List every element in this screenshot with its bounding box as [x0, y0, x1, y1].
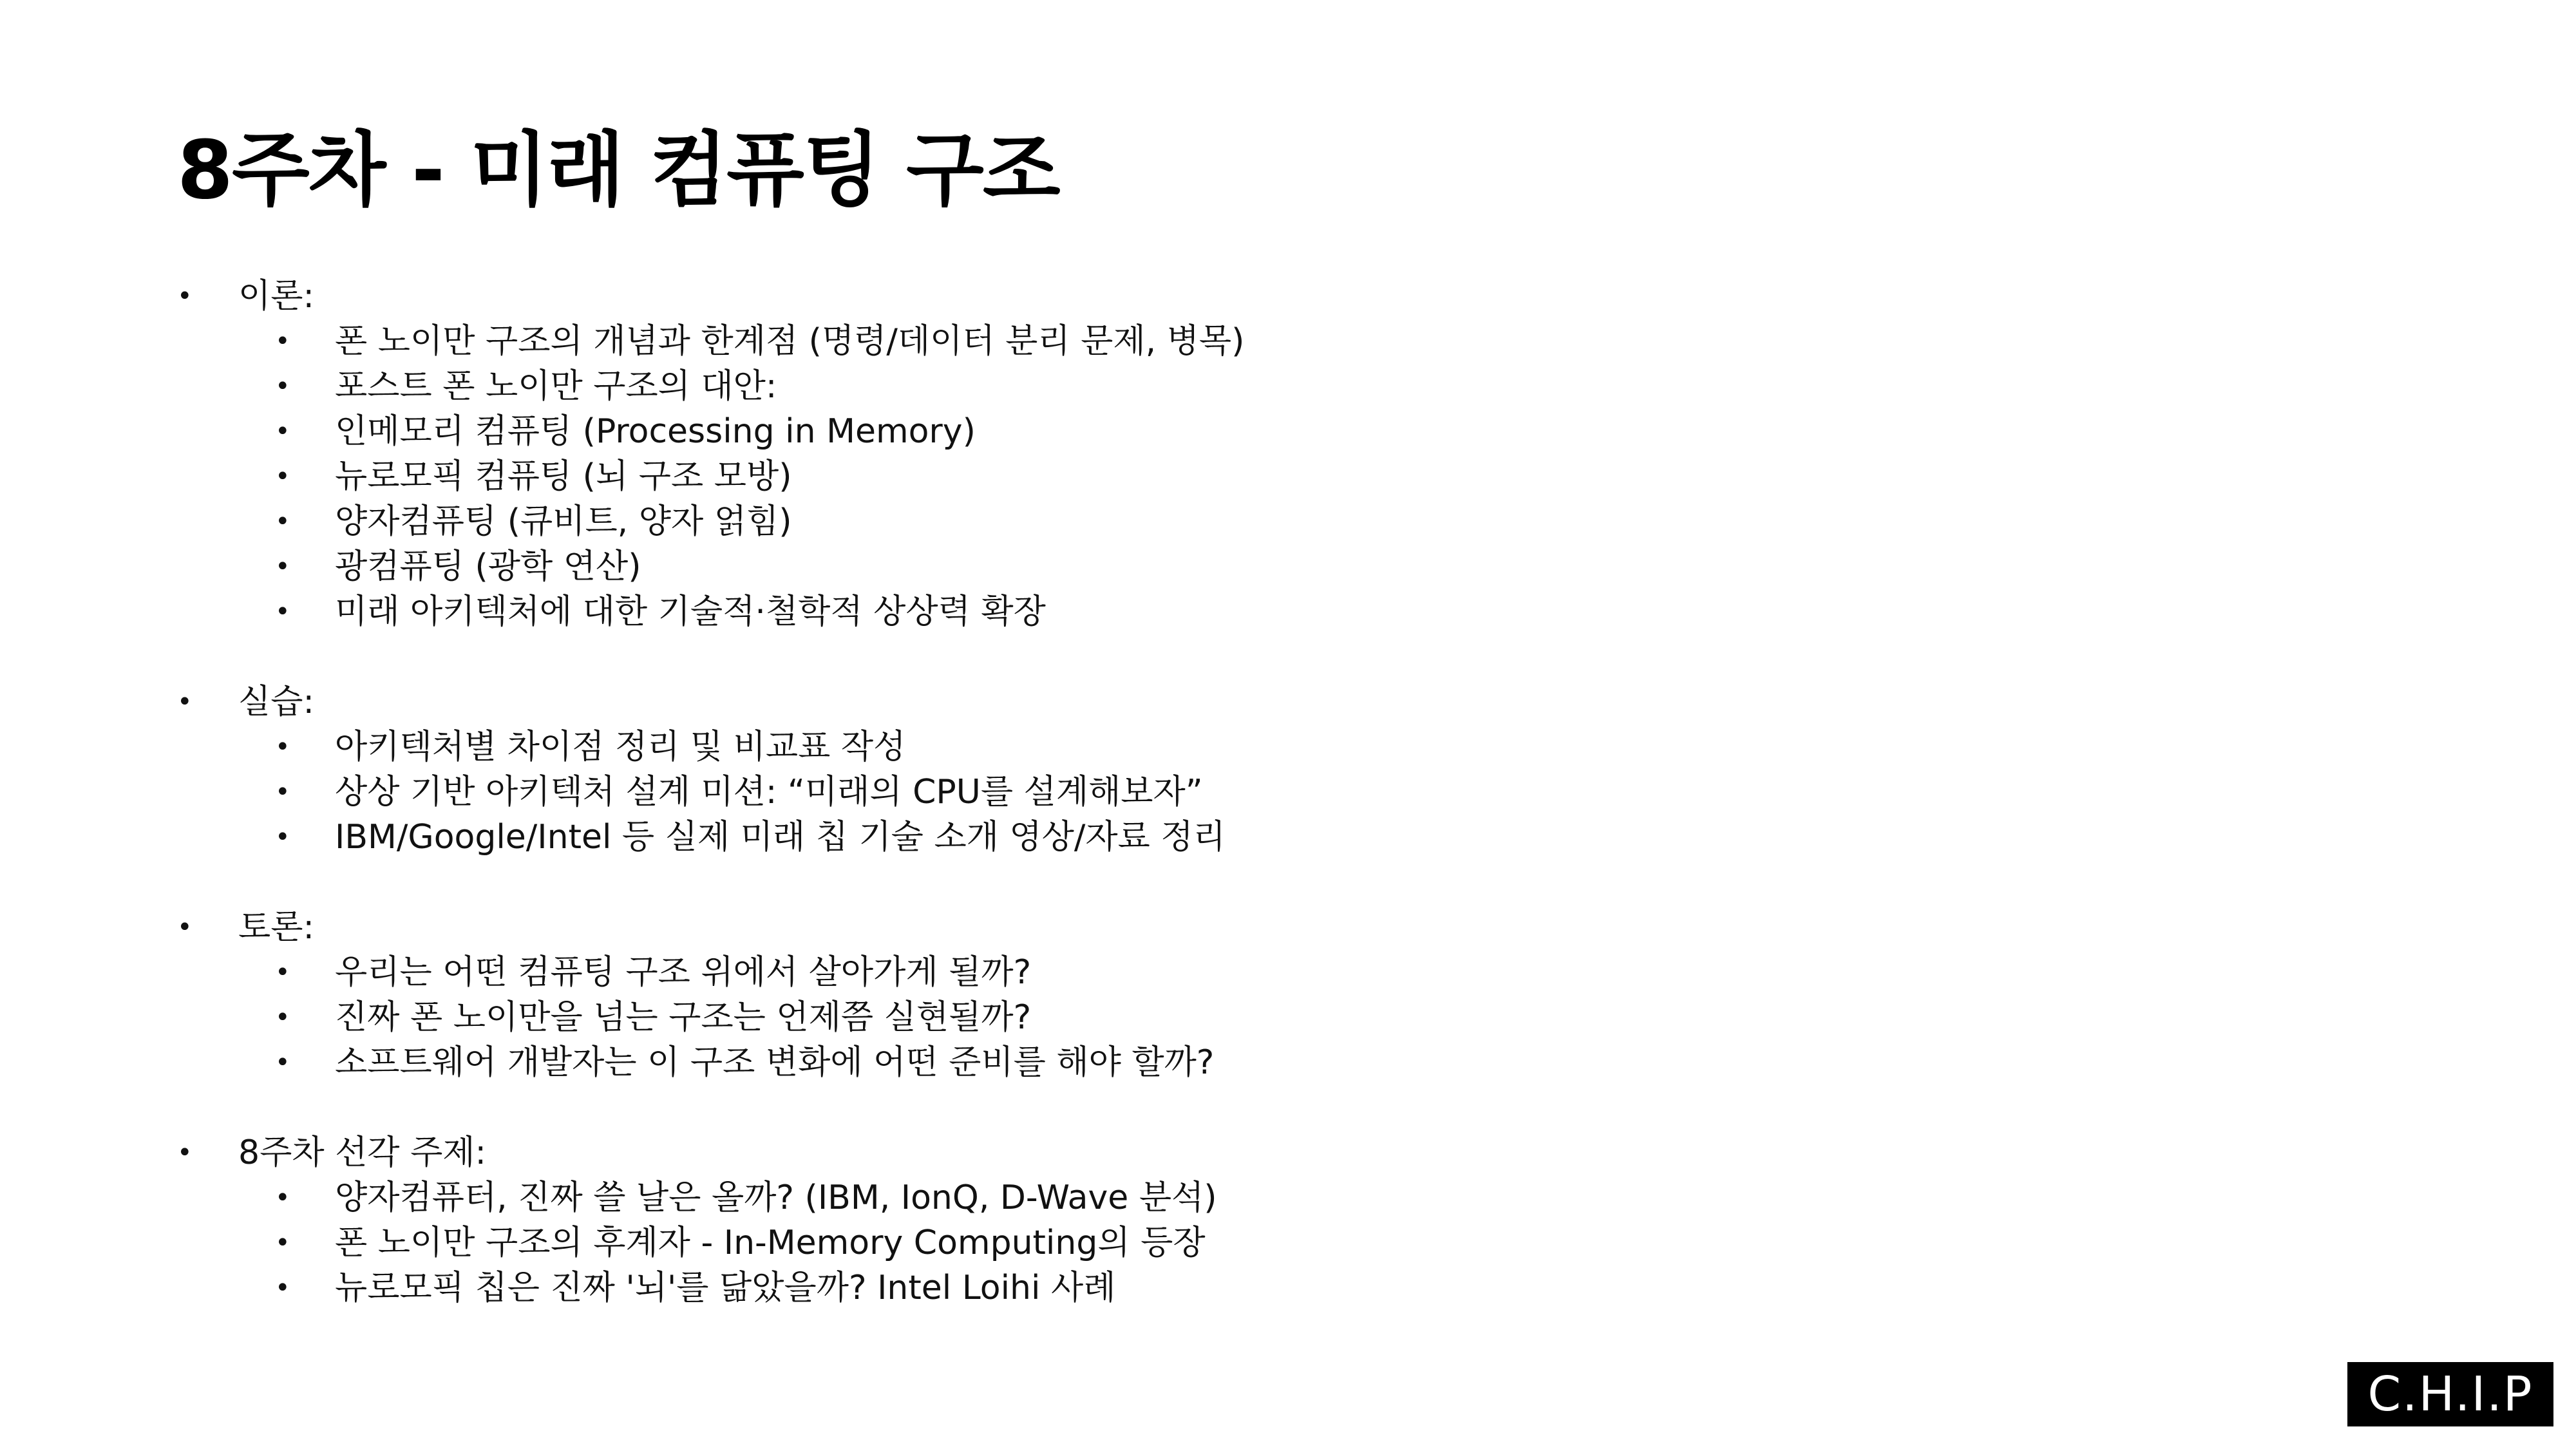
- list-item: [0, 815, 1546, 860]
- section-label: 8주차 선각 주제:: [238, 1133, 487, 1172]
- list-item: [0, 950, 1546, 995]
- list-item-text: 폰 노이만 구조의 후계자 - In-Memory Computing의 등장: [335, 1224, 1206, 1262]
- bullet-icon: •: [275, 597, 290, 627]
- bullet-icon: •: [177, 687, 193, 717]
- bullet-icon: •: [177, 281, 193, 311]
- list-item: [0, 1175, 1546, 1220]
- list-item-text: 광컴퓨팅 (광학 연산): [335, 547, 641, 586]
- list-item-text: IBM/Google/Intel 등 실제 미래 칩 기술 소개 영상/자료 정리: [335, 818, 1226, 857]
- list-item-text: 소프트웨어 개발자는 이 구조 변화에 어떤 준비를 해야 할까?: [335, 1043, 1215, 1082]
- bullet-icon: •: [177, 1138, 193, 1168]
- list-item-text: 진짜 폰 노이만을 넘는 구조는 언제쯤 실현될까?: [335, 998, 1032, 1037]
- list-item-text: 뉴로모픽 컴퓨팅 (뇌 구조 모방): [335, 457, 792, 496]
- chip-logo: C.H.I.P: [2347, 1362, 2553, 1426]
- list-item: [0, 544, 1546, 589]
- list-item: [0, 589, 1546, 634]
- bullet-icon: •: [275, 552, 290, 582]
- bullet-icon: •: [275, 1183, 290, 1213]
- bullet-icon: •: [275, 417, 290, 446]
- bullet-icon: •: [275, 372, 290, 401]
- list-item-text: 양자컴퓨터, 진짜 쓸 날은 올까? (IBM, IonQ, D-Wave 분석): [335, 1179, 1217, 1217]
- list-item: [0, 995, 1546, 1040]
- bullet-icon: •: [275, 958, 290, 987]
- bullet-icon: •: [275, 462, 290, 491]
- section-discussion: [0, 905, 1546, 1085]
- bullet-icon: •: [275, 732, 290, 762]
- list-item-text: 인메모리 컴퓨팅 (Processing in Memory): [335, 412, 976, 451]
- bullet-icon: •: [177, 913, 193, 942]
- bullet-icon: •: [275, 1048, 290, 1077]
- section-heading: [0, 274, 1546, 319]
- bullet-icon: •: [275, 507, 290, 536]
- bullet-icon: •: [275, 777, 290, 807]
- bullet-content: [0, 274, 1546, 1356]
- bullet-icon: •: [275, 1273, 290, 1303]
- list-item-text: 양자컴퓨팅 (큐비트, 양자 얽힘): [335, 502, 792, 541]
- section-heading: [0, 679, 1546, 724]
- bullet-icon: •: [275, 822, 290, 852]
- section-heading: [0, 905, 1546, 950]
- list-item-text: 미래 아키텍처에 대한 기술적·철학적 상상력 확장: [335, 592, 1046, 631]
- list-item-text: 아키텍처별 차이점 정리 및 비교표 작성: [335, 728, 906, 766]
- section-topics: [0, 1130, 1546, 1311]
- list-item: [0, 1265, 1546, 1311]
- section-practice: [0, 679, 1546, 860]
- bullet-icon: •: [275, 1003, 290, 1032]
- list-item: [0, 409, 1546, 454]
- page-title: 8주차 - 미래 컴퓨팅 구조: [177, 124, 1059, 217]
- bullet-icon: •: [275, 327, 290, 356]
- list-item: [0, 364, 1546, 409]
- list-item-text: 상상 기반 아키텍처 설계 미션: “미래의 CPU를 설계해보자”: [335, 773, 1203, 811]
- list-item: [0, 499, 1546, 544]
- list-item: [0, 724, 1546, 770]
- list-item-text: 우리는 어떤 컴퓨팅 구조 위에서 살아가게 될까?: [335, 953, 1032, 992]
- list-item: [0, 1040, 1546, 1085]
- list-item-text: 뉴로모픽 칩은 진짜 '뇌'를 닮았을까? Intel Loihi 사례: [335, 1269, 1116, 1307]
- list-item-text: 포스트 폰 노이만 구조의 대안:: [335, 367, 777, 406]
- bullet-icon: •: [275, 1228, 290, 1258]
- section-heading: [0, 1130, 1546, 1175]
- list-item: [0, 770, 1546, 815]
- list-item: [0, 1220, 1546, 1265]
- section-theory: [0, 274, 1546, 634]
- list-item-text: 폰 노이만 구조의 개념과 한계점 (명령/데이터 분리 문제, 병목): [335, 322, 1245, 361]
- list-item: [0, 319, 1546, 364]
- section-label: 토론:: [238, 908, 314, 947]
- section-label: 실습:: [238, 683, 314, 721]
- list-item: [0, 454, 1546, 499]
- section-label: 이론:: [238, 277, 314, 316]
